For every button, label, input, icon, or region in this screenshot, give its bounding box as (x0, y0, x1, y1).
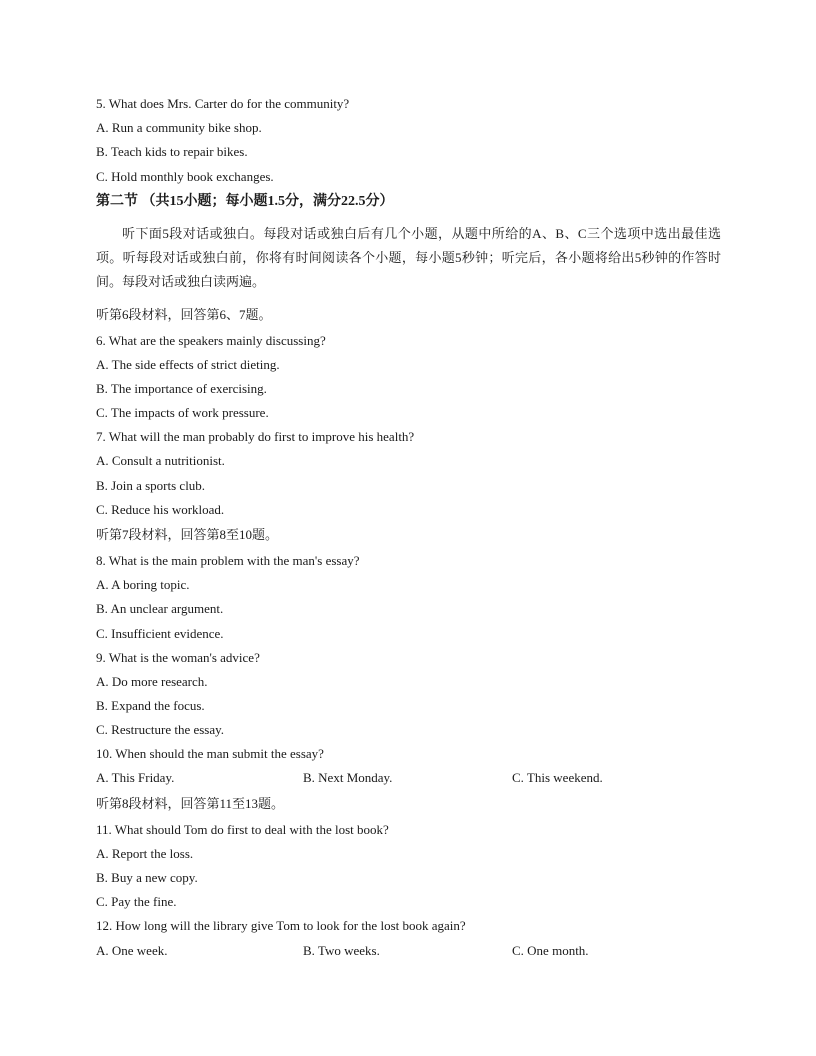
group-6-heading: 听第6段材料，回答第6、7题。 (96, 307, 272, 322)
option-12a: A. One week. (96, 943, 168, 958)
option-6b: B. The importance of exercising. (96, 381, 267, 396)
question-11: 11. What should Tom do first to deal with the lost book? (96, 822, 389, 837)
option-6a: A. The side effects of strict dieting. (96, 357, 280, 372)
option-10c: C. This weekend. (512, 770, 603, 785)
option-8c: C. Insufficient evidence. (96, 626, 224, 641)
question-9: 9. What is the woman's advice? (96, 650, 260, 665)
option-11b: B. Buy a new copy. (96, 870, 198, 885)
option-5b: B. Teach kids to repair bikes. (96, 144, 248, 159)
option-12b: B. Two weeks. (303, 943, 380, 958)
question-12: 12. How long will the library give Tom to look for the lost book again? (96, 918, 466, 933)
option-9b: B. Expand the focus. (96, 698, 205, 713)
option-8a: A. A boring topic. (96, 577, 190, 592)
option-7b: B. Join a sports club. (96, 478, 206, 493)
question-10: 10. When should the man submit the essay? (96, 746, 324, 761)
group-7-heading: 听第7段材料，回答第8至10题。 (96, 527, 279, 542)
option-7a: A. Consult a nutritionist. (96, 453, 225, 468)
option-9c: C. Restructure the essay. (96, 722, 225, 737)
option-10b: B. Next Monday. (303, 770, 393, 785)
section-2-instructions: 听下面5段对话或独白。每段对话或独白后有几个小题，从题中所给的A、B、C三个选项中选出最佳选项。听每段对话或独白前，你将有时间阅读各个小题，每小题5秒钟；听完后，各小题将给出5秒钟的作答时间。每段对话或独白读两遍。 (96, 226, 721, 289)
question-8: 8. What is the main problem with the man's essay? (96, 553, 360, 568)
group-8-heading: 听第8段材料，回答第11至13题。 (96, 796, 285, 811)
option-12c: C. One month. (512, 943, 589, 958)
option-6c: C. The impacts of work pressure. (96, 405, 269, 420)
option-10a: A. This Friday. (96, 770, 175, 785)
question-6: 6. What are the speakers mainly discussing? (96, 333, 326, 348)
option-11c: C. Pay the fine. (96, 894, 177, 909)
option-5c: C. Hold monthly book exchanges. (96, 169, 274, 184)
option-5a: A. Run a community bike shop. (96, 120, 262, 135)
option-11a: A. Report the loss. (96, 846, 194, 861)
option-7c: C. Reduce his workload. (96, 502, 225, 517)
section-2-heading: 第二节 （共15小题；每小题1.5分，满分22.5分） (96, 194, 394, 209)
question-7: 7. What will the man probably do first to improve his health? (96, 429, 415, 444)
option-9a: A. Do more research. (96, 674, 208, 689)
question-5: 5. What does Mrs. Carter do for the community? (96, 96, 350, 111)
option-8b: B. An unclear argument. (96, 601, 224, 616)
